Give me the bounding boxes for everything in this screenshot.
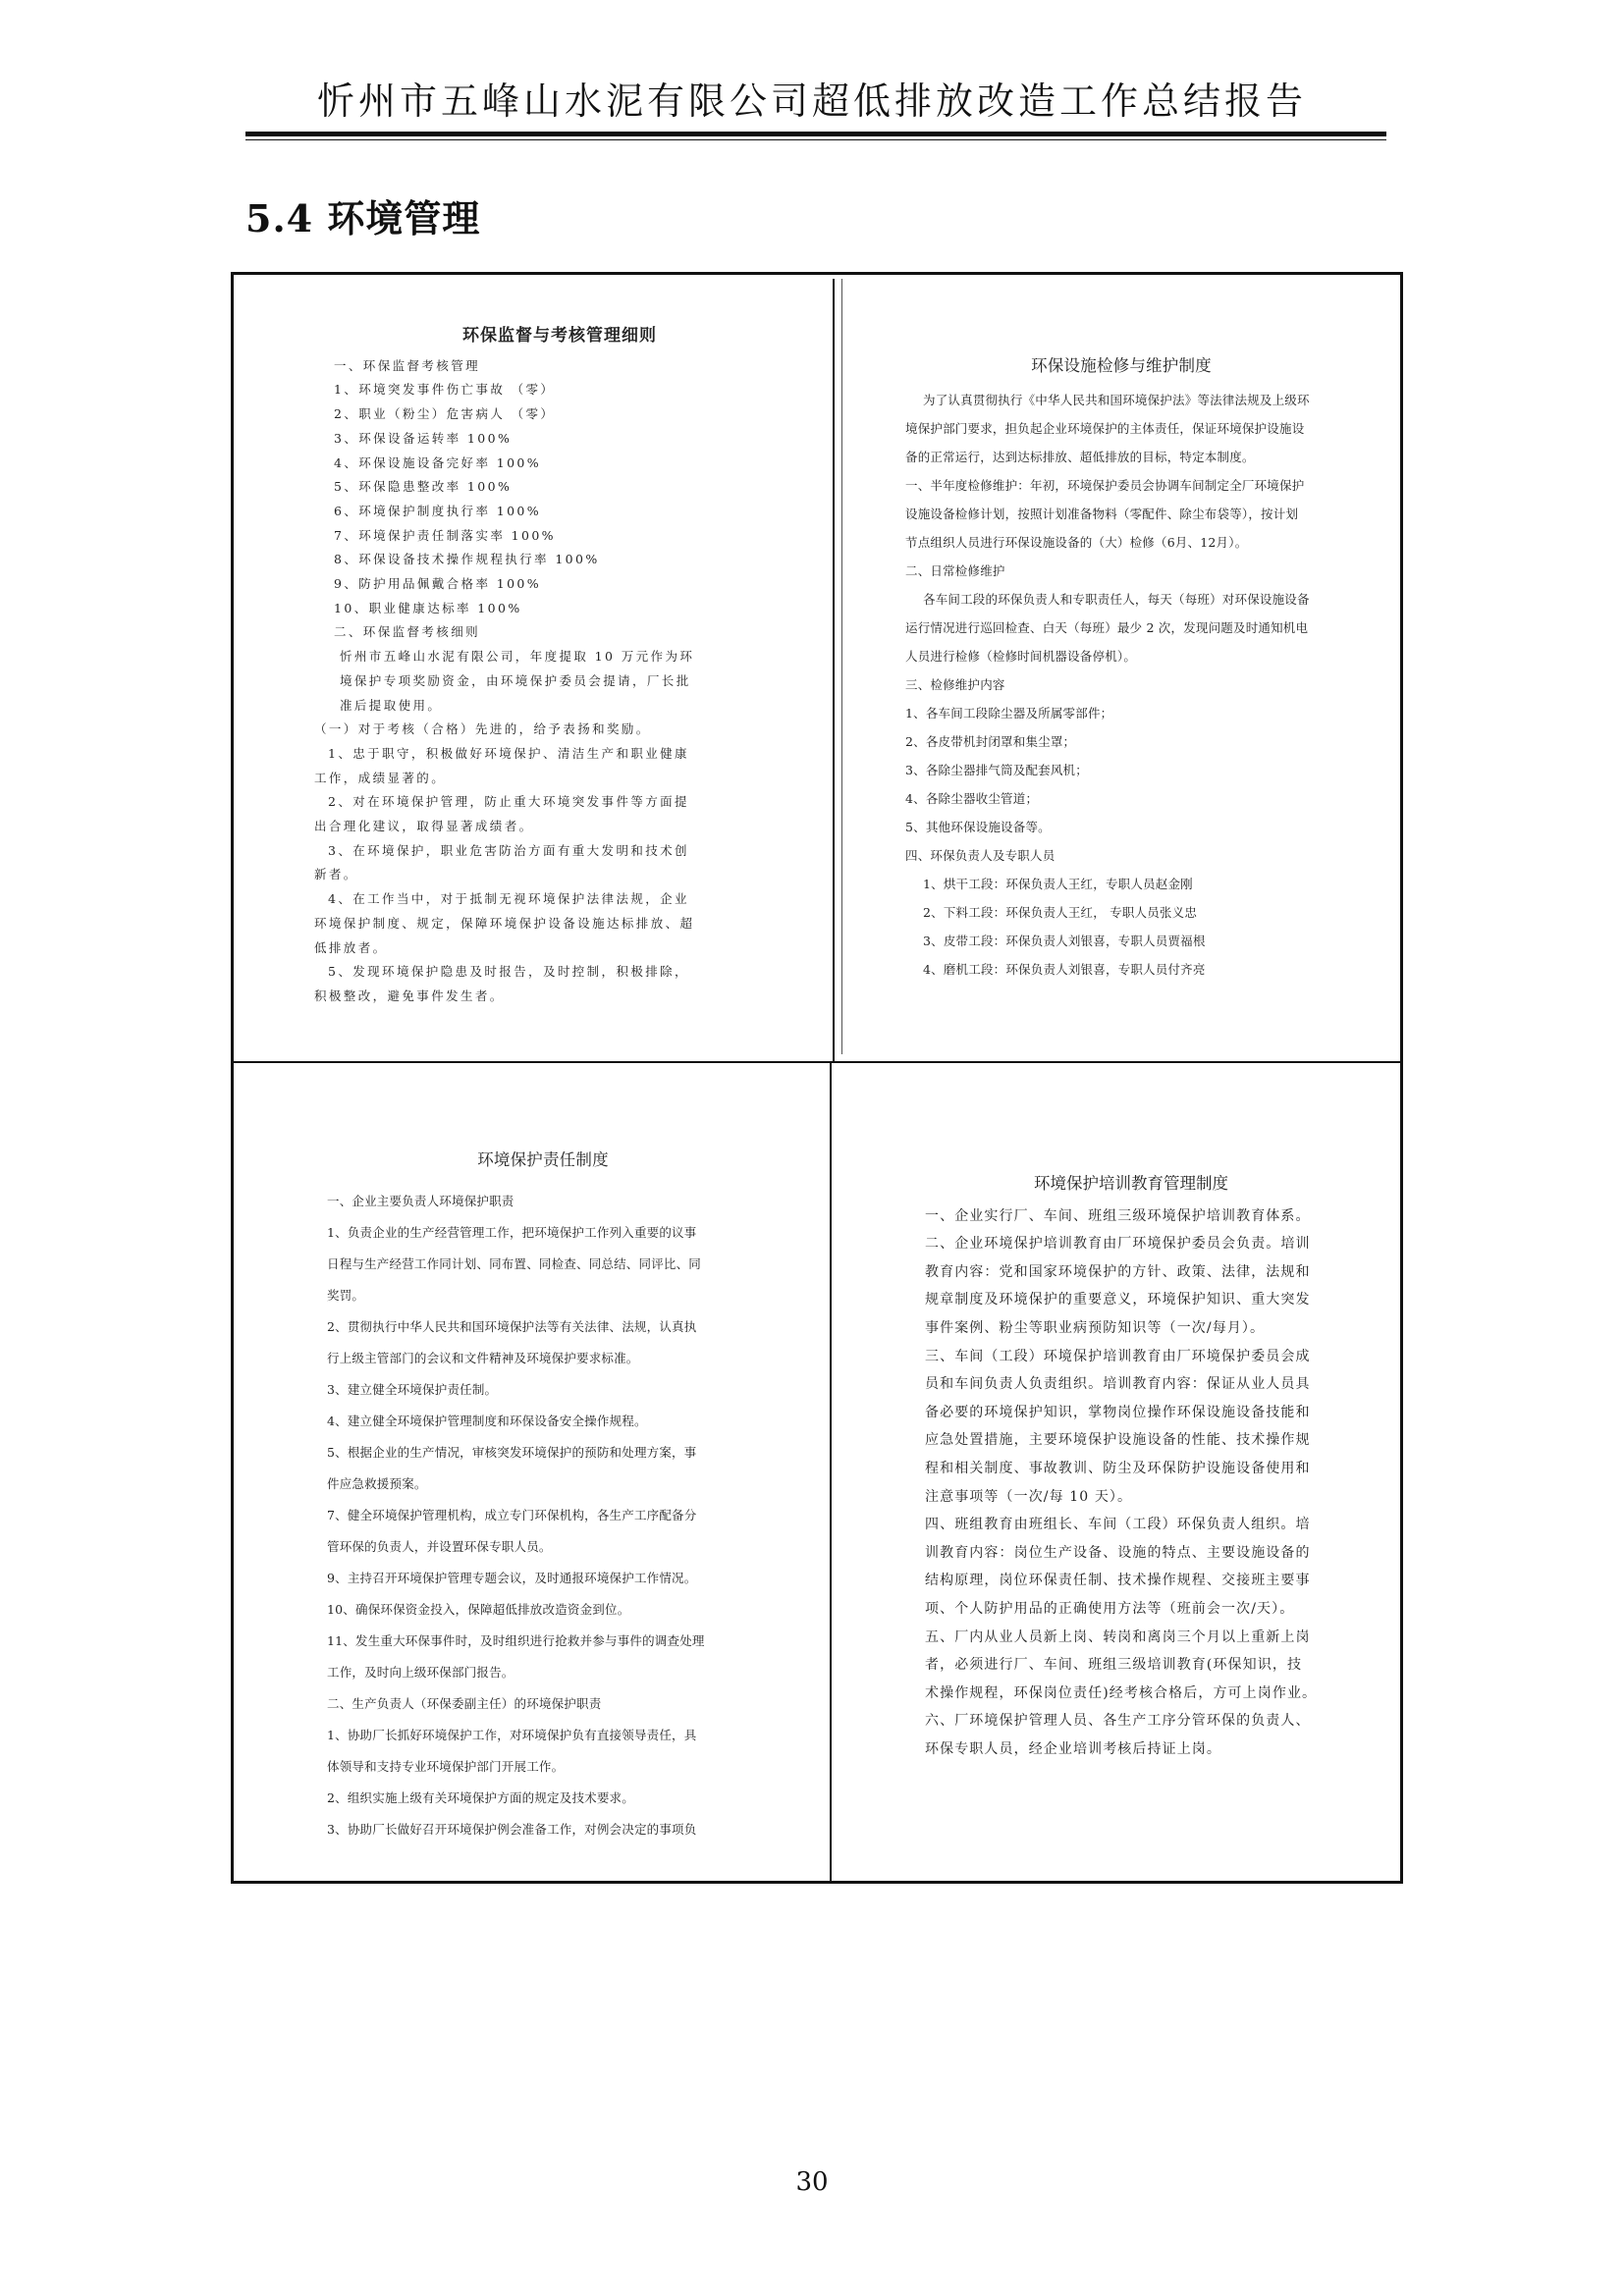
- panel-maintenance-title: 环保设施检修与维护制度: [1031, 356, 1212, 375]
- panel-line: 8、环保设备技术操作规程执行率 100%: [334, 552, 600, 567]
- panel-line: 二、环保监督考核细则: [334, 624, 481, 640]
- panel-line: 3、协助厂长做好召开环境保护例会准备工作，对例会决定的事项负: [327, 1822, 697, 1837]
- panel-line: 1、负责企业的生产经营管理工作，把环境保护工作列入重要的议事: [327, 1225, 697, 1240]
- panel-line: 4、磨机工段：环保负责人刘银喜，专职人员付齐亮: [923, 962, 1206, 977]
- panel-line: 六、厂环境保护管理人员、各生产工序分管环保的负责人、: [925, 1713, 1311, 1730]
- panel-line: 5、其他环保设施设备等。: [905, 820, 1051, 834]
- panel-line: 境保护部门要求，担负起企业环境保护的主体责任，保证环境保护设施设: [905, 421, 1305, 436]
- panel-line: 结构原理，岗位环保责任制、技术操作规程、交接班主要事: [925, 1573, 1311, 1589]
- panel-line: 各车间工段的环保负责人和专职责任人，每天（每班）对环保设施设备: [923, 592, 1310, 607]
- panel-line: 3、各除尘器排气筒及配套风机；: [905, 763, 1088, 777]
- panel-line: 6、环境保护制度执行率 100%: [334, 503, 542, 518]
- panel-line: 4、建立健全环境保护管理制度和环保设备安全操作规程。: [327, 1414, 647, 1428]
- panel-line: 2、职业（粉尘）危害病人 （零）: [334, 406, 556, 422]
- panel-line: 7、环境保护责任制落实率 100%: [334, 527, 556, 543]
- panel-monitoring-title: 环保监督与考核管理细则: [462, 326, 657, 346]
- header-rule-thin: [245, 139, 1386, 140]
- panel-line: 备必要的环境保护知识，掌物岗位操作环保设施设备技能和: [925, 1404, 1311, 1420]
- panel-line: 低排放者。: [314, 939, 388, 955]
- panel-line: 行上级主管部门的会议和文件精神及环境保护要求标准。: [327, 1351, 639, 1365]
- panel-line: 四、班组教育由班组长、车间（工段）环保负责人组织。培: [925, 1517, 1311, 1533]
- panel-line: 事件案例、粉尘等职业病预防知识等（一次/每月）。: [925, 1319, 1266, 1336]
- panel-line: 3、皮带工段：环保负责人刘银喜，专职人员贾福根: [923, 934, 1206, 948]
- panel-line: 2、组织实施上级有关环境保护方面的规定及技术要求。: [327, 1790, 634, 1805]
- panel-line: 一、半年度检修维护：年初，环境保护委员会协调车间制定全厂环境保护: [905, 478, 1305, 493]
- panel-line: 项、个人防护用品的正确使用方法等（班前会一次/天）。: [925, 1600, 1295, 1617]
- panel-line: 7、健全环境保护管理机构，成立专门环保机构，各生产工序配备分: [327, 1508, 697, 1522]
- panel-line: 术操作规程，环保岗位责任)经考核合格后，方可上岗作业。: [925, 1684, 1318, 1701]
- panel-line: 2、下料工段：环保负责人王红， 专职人员张义忠: [923, 905, 1198, 920]
- panel-line: 三、检修维护内容: [905, 677, 1005, 692]
- panel-line: 管环保的负责人，并设置环保专职人员。: [327, 1539, 552, 1554]
- panel-line: 10、确保环保资金投入，保障超低排放改造资金到位。: [327, 1602, 630, 1617]
- panel-line: 境保护专项奖励资金，由环境保护委员会提请，厂长批: [340, 672, 691, 688]
- panel-line: 者，必须进行厂、车间、班组三级培训教育(环保知识，技: [925, 1657, 1303, 1674]
- panel-line: 二、日常检修维护: [905, 563, 1005, 578]
- panel-line: 2、贯彻执行中华人民共和国环境保护法等有关法律、法规，认真执: [327, 1319, 697, 1334]
- panel-line: 1、协助厂长抓好环境保护工作，对环境保护负有直接领导责任，具: [327, 1728, 697, 1742]
- frame-horizontal-divider: [234, 1061, 1400, 1063]
- panel-line: 环境保护制度、规定，保障环境保护设备设施达标排放、超: [314, 915, 695, 931]
- page-number: 30: [795, 2167, 829, 2197]
- panel-line: 积极整改，避免事件发生者。: [314, 988, 505, 1003]
- panel-line: 四、环保负责人及专职人员: [905, 848, 1056, 863]
- panel-line: 规章制度及环境保护的重要意义，环境保护知识、重大突发: [925, 1292, 1311, 1308]
- frame-vertical-divider-top-inner: [841, 279, 842, 1054]
- panel-line: 5、环保隐患整改率 100%: [334, 479, 513, 495]
- panel-line: 运行情况进行巡回检查、白天（每班）最少 2 次，发现问题及时通知机电: [905, 620, 1309, 635]
- panel-line: 10、职业健康达标率 100%: [334, 600, 522, 615]
- frame-vertical-divider-top: [833, 279, 835, 1062]
- panel-training-title: 环境保护培训教育管理制度: [1034, 1174, 1228, 1193]
- panel-line: （一）对于考核（合格）先进的，给予表扬和奖励。: [314, 721, 651, 737]
- panel-line: 2、各皮带机封闭罩和集尘罩；: [905, 734, 1076, 749]
- panel-line: 5、根据企业的生产情况，审核突发环境保护的预防和处理方案，事: [327, 1445, 697, 1460]
- panel-line: 准后提取使用。: [340, 697, 443, 713]
- panel-line: 4、各除尘器收尘管道；: [905, 791, 1039, 806]
- panel-line: 二、企业环境保护培训教育由厂环境保护委员会负责。培训: [925, 1236, 1311, 1253]
- panel-line: 工作，及时向上级环保部门报告。: [327, 1665, 514, 1680]
- panel-line: 1、烘干工段：环保负责人王红，专职人员赵金刚: [923, 877, 1193, 891]
- panel-responsibility-rules: [327, 1145, 759, 1845]
- panel-line: 新者。: [314, 867, 358, 882]
- panel-monitoring-rules: [314, 324, 805, 1009]
- panel-line: 注意事项等（一次/每 10 天）。: [925, 1488, 1133, 1505]
- panel-line: 忻州市五峰山水泥有限公司，年度提取 10 万元作为环: [340, 649, 695, 665]
- panel-line: 体领导和支持专业环境保护部门开展工作。: [327, 1759, 565, 1774]
- panel-line: 1、忠于职守，积极做好环境保护、清洁生产和职业健康: [328, 745, 689, 761]
- panel-line: 4、在工作当中，对于抵制无视环境保护法律法规，企业: [328, 891, 689, 907]
- panel-line: 一、环保监督考核管理: [334, 357, 481, 373]
- panel-line: 为了认真贯彻执行《中华人民共和国环境保护法》等法律法规及上级环: [923, 393, 1310, 407]
- panel-line: 工作，成绩显著的。: [314, 770, 447, 785]
- panel-line: 环保专职人员，经企业培训考核后持证上岗。: [925, 1740, 1221, 1757]
- panel-responsibility-title: 环境保护责任制度: [477, 1150, 609, 1169]
- page-header-title: 忻州市五峰山水泥有限公司超低排放改造工作总结报告: [316, 80, 1307, 123]
- panel-line: 11、发生重大环保事件时，及时组织进行抢救并参与事件的调查处理: [327, 1633, 705, 1648]
- panel-line: 9、防护用品佩戴合格率 100%: [334, 576, 542, 592]
- panel-line: 三、车间（工段）环境保护培训教育由厂环境保护委员会成: [925, 1348, 1311, 1364]
- panel-line: 2、对在环境保护管理，防止重大环境突发事件等方面提: [328, 794, 689, 810]
- panel-line: 3、环保设备运转率 100%: [334, 430, 513, 446]
- panel-maintenance-rules: [905, 351, 1337, 984]
- panel-line: 训教育内容：岗位生产设备、设施的特点、主要设施设备的: [925, 1544, 1311, 1561]
- panel-line: 应急处置措施，主要环境保护设施设备的性能、技术操作规: [925, 1432, 1311, 1449]
- panel-line: 人员进行检修（检修时间机器设备停机）。: [905, 649, 1137, 664]
- panel-line: 1、各车间工段除尘器及所属零部件；: [905, 706, 1113, 721]
- panel-line: 节点组织人员进行环保设施设备的（大）检修（6月、12月）。: [905, 535, 1248, 550]
- panel-line: 奖罚。: [327, 1288, 365, 1303]
- panel-line: 一、企业主要负责人环境保护职责: [327, 1194, 514, 1208]
- panel-training-rules: [925, 1170, 1337, 1763]
- panel-line: 一、企业实行厂、车间、班组三级环境保护培训教育体系。: [925, 1207, 1311, 1224]
- panel-line: 备的正常运行，达到达标排放、超低排放的目标，特定本制度。: [905, 450, 1255, 464]
- panel-line: 9、主持召开环境保护管理专题会议，及时通报环境保护工作情况。: [327, 1571, 697, 1585]
- panel-line: 5、发现环境保护隐患及时报告，及时控制，积极排除，: [328, 964, 689, 980]
- panel-line: 3、建立健全环境保护责任制。: [327, 1382, 498, 1397]
- frame-vertical-divider-bottom: [830, 1061, 832, 1882]
- header-rule-thick: [245, 132, 1386, 136]
- panel-line: 五、厂内从业人员新上岗、转岗和离岗三个月以上重新上岗: [925, 1629, 1311, 1645]
- section-title: 5.4 环境管理: [245, 196, 481, 240]
- panel-line: 日程与生产经营工作同计划、同布置、同检查、同总结、同评比、同: [327, 1256, 702, 1271]
- panel-line: 4、环保设施设备完好率 100%: [334, 454, 542, 470]
- panel-line: 3、在环境保护，职业危害防治方面有重大发明和技术创: [328, 842, 689, 858]
- panel-line: 程和相关制度、事故教训、防尘及环保防护设施设备使用和: [925, 1460, 1311, 1476]
- panel-line: 二、生产负责人（环保委副主任）的环境保护职责: [327, 1696, 602, 1711]
- panel-line: 出合理化建议，取得显著成绩者。: [314, 819, 534, 834]
- panel-line: 件应急救援预案。: [327, 1476, 427, 1491]
- panel-line: 1、环境突发事件伤亡事故 （零）: [334, 382, 556, 398]
- panel-line: 员和车间负责人负责组织。培训教育内容：保证从业人员具: [925, 1376, 1311, 1393]
- panel-line: 教育内容：党和国家环境保护的方针、政策、法律，法规和: [925, 1263, 1311, 1280]
- panel-line: 设施设备检修计划，按照计划准备物料（零配件、除尘布袋等），按计划: [905, 507, 1299, 521]
